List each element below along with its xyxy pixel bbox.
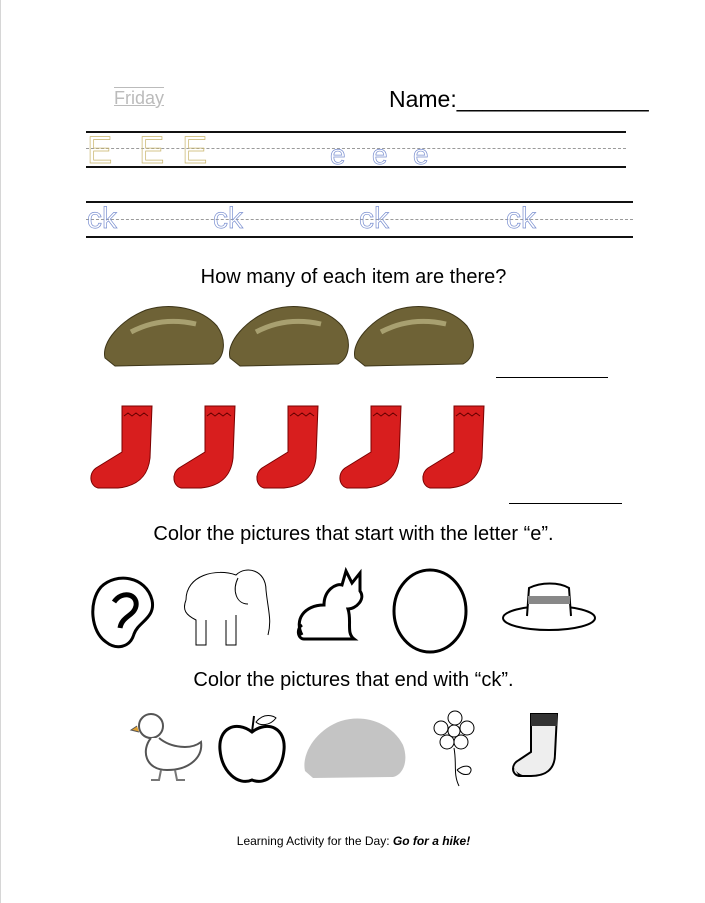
sock-image xyxy=(171,402,241,490)
writing-line-mid xyxy=(86,148,626,149)
hat-image xyxy=(501,580,597,635)
name-field[interactable]: Name:_______________ xyxy=(389,86,649,112)
rock-image-gray xyxy=(301,715,407,779)
starts-with-e-heading: Color the pictures that start with the letter “e”. xyxy=(153,523,554,545)
ends-with-ck-heading: Color the pictures that end with “ck”. xyxy=(193,669,514,691)
duck-image xyxy=(131,710,206,782)
flower-image xyxy=(433,708,497,788)
sock-image-bw xyxy=(511,712,563,778)
writing-line-bottom xyxy=(86,236,633,238)
sock-image xyxy=(88,402,158,490)
rock-image xyxy=(226,302,352,368)
trace-letter: E xyxy=(182,130,208,172)
ear-image xyxy=(86,572,156,652)
trace-letters: ck xyxy=(359,202,389,235)
writing-line-top xyxy=(86,131,626,133)
rock-answer-line[interactable] xyxy=(496,377,608,378)
egg-image xyxy=(391,565,469,653)
trace-letter: E xyxy=(87,130,113,172)
trace-letters: ck xyxy=(506,202,536,235)
elephant-image xyxy=(176,560,276,650)
sock-image xyxy=(420,402,490,490)
trace-letter: e xyxy=(413,139,429,170)
apple-image xyxy=(216,712,288,788)
trace-letters: ck xyxy=(213,202,243,235)
trace-letter: E xyxy=(139,130,165,172)
trace-letter: e xyxy=(372,139,388,170)
rock-image xyxy=(101,302,227,368)
footer-activity: Go for a hike! xyxy=(392,834,471,848)
sock-image xyxy=(254,402,324,490)
trace-letter: e xyxy=(330,139,346,170)
counting-heading: How many of each item are there? xyxy=(200,266,507,288)
rock-image xyxy=(351,302,477,368)
writing-line-bottom xyxy=(86,166,626,168)
sock-answer-line[interactable] xyxy=(509,503,622,504)
day-label: Friday xyxy=(114,88,165,108)
footer-label: Learning Activity for the Day: xyxy=(236,834,393,848)
sock-image xyxy=(337,402,407,490)
trace-letters: ck xyxy=(87,202,117,235)
footer xyxy=(1,834,705,848)
cat-image xyxy=(294,565,369,643)
